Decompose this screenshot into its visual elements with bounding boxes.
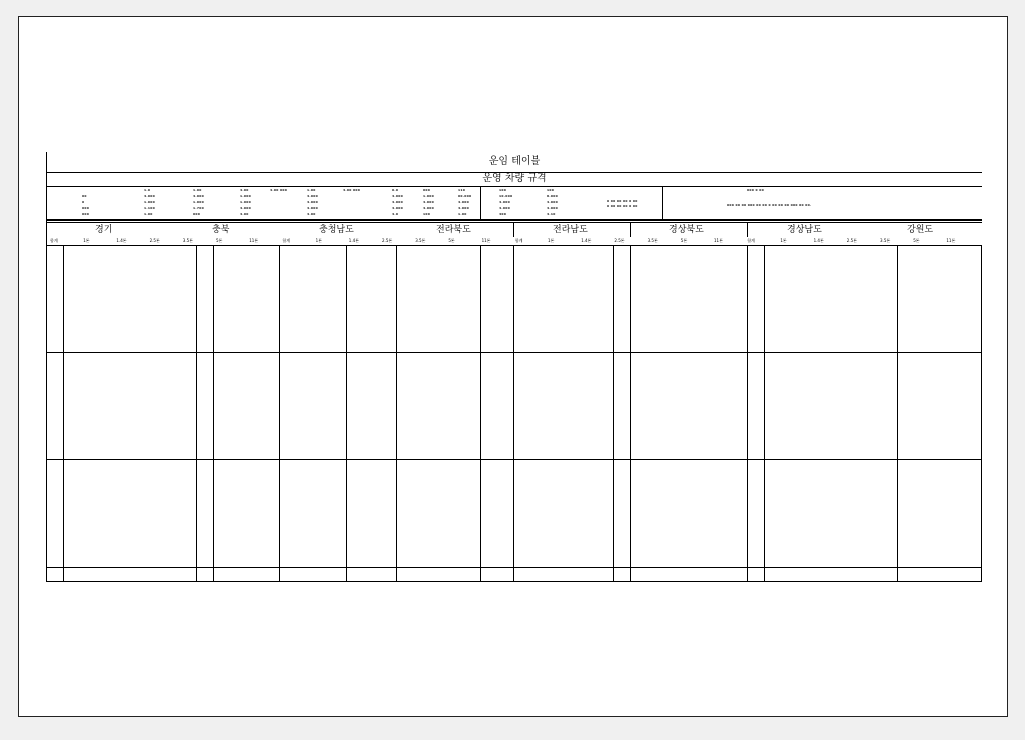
column-label: 11톤 [714,238,723,243]
grid-column-line [513,245,514,581]
spec-cell: 4.000 [458,200,469,204]
spec-cell: 0 [82,200,85,204]
spec-cell: 4.000 [547,200,558,204]
spec-cell: 4.000 [458,206,469,210]
region-name: 강원도 [907,225,934,235]
spec-cell: 4.000 [307,200,318,204]
spec-cell: 000 [193,212,201,216]
grid-column-line [279,245,280,581]
grid-column-line [196,245,197,581]
spec-note: 0 00 00 00 0 00 [607,199,638,203]
grid-column-line [346,245,347,581]
column-label: 2.5톤 [846,238,858,243]
grid-row-line [47,352,982,353]
spec-cell: 4.000 [193,194,204,198]
grid-column-line [981,245,982,581]
spec-cell: 4.000 [392,206,403,210]
spec-cell: 4.000 [392,194,403,198]
column-label: 5톤 [448,238,455,243]
spec-cell: 000 [423,188,431,192]
spec-cell: 100 [423,212,431,216]
table-title: 운임 테이블 [47,152,982,173]
column-label: 합계 [514,238,523,243]
spec-cell: 10.000 [499,194,513,198]
spec-cell: 4.000 [499,200,510,204]
spec-cell: 1.00 [193,188,202,192]
grid-column-line [764,245,765,581]
spec-cell: 1.000 [240,194,251,198]
column-label: 3.5톤 [415,238,426,243]
column-label: 2.5톤 [382,238,393,243]
region-header-row [47,223,982,237]
column-label: 5톤 [680,238,688,243]
spec-cell: 4.00 [307,212,316,216]
spec-cell: 00 [82,194,87,198]
column-label: 2.5톤 [614,238,625,243]
region-separator [630,223,631,237]
column-label: 1.4톤 [348,238,360,243]
spec-cell: 4.0 [392,212,399,216]
spec-cell: 4.00 000 [343,188,361,192]
region-name: 경상북도 [669,225,704,235]
region-name: 경상남도 [787,225,822,235]
spec-cell: 1.000 [144,200,155,204]
grid-column-line [213,245,214,581]
table-grid [47,245,982,582]
grid-column-line [747,245,748,581]
region-separator [747,223,748,237]
spec-cell: 1.000 [240,200,251,204]
spec-cell: 000 [82,212,90,216]
spec-cell: 0.0 [392,188,399,192]
spec-cell: 4.000 [392,200,403,204]
column-label: 11톤 [249,238,259,243]
column-label: 1톤 [83,238,90,243]
region-name: 전라남도 [553,225,588,235]
column-label: 1톤 [548,238,555,243]
column-label: 합계 [747,238,755,243]
region-name: 충청남도 [319,225,354,235]
spec-cell: 1.100 [144,206,155,210]
rate-table-sheet [46,152,982,582]
document-page [18,16,1008,717]
grid-column-line [63,245,64,581]
spec-block [47,187,982,220]
spec-cell: 1.700 [193,206,204,210]
spec-cell: 4.000 [307,194,318,198]
spec-cell: 4.00 [240,212,249,216]
grid-column-line [897,245,898,581]
spec-cell: 8.000 [547,194,558,198]
spec-cell: 4.00 [240,188,249,192]
column-label: 3.5톤 [647,238,658,243]
spec-cell: 100 [499,188,507,192]
spec-cell: 400 [499,212,507,216]
region-name: 충북 [212,225,230,235]
spec-cell: 100 [547,188,555,192]
grid-column-line [480,245,481,581]
spec-cell: 1.00 [144,212,153,216]
divider-line [47,220,982,221]
column-label: 1.4톤 [581,238,592,243]
column-label: 5톤 [913,238,920,243]
grid-column-line [630,245,631,581]
spec-note: 0 00 00 00 0 00 [607,204,638,208]
column-label: 1톤 [315,238,323,243]
column-label: 1.4톤 [116,238,127,243]
grid-row-line [47,567,982,568]
grid-row-line [47,581,982,582]
column-label: 3.5톤 [182,238,194,243]
region-name: 경기 [95,225,113,235]
spec-cell: 4.00 000 [270,188,288,192]
spec-cell: 4.10 [547,212,556,216]
column-label: 11톤 [946,238,956,243]
spec-cell: 00.000 [458,194,472,198]
table-subtitle: 운영 차량 규격 [47,172,982,187]
column-label: 합계 [282,238,291,243]
spec-cell: 110 [458,188,466,192]
spec-cell: 1.000 [193,200,204,204]
spec-divider [662,187,663,219]
spec-divider [480,187,481,219]
spec-cell: 4.000 [499,206,510,210]
spec-cell: 4.000 [144,194,155,198]
column-label: 5톤 [216,238,223,243]
column-label: 3.5톤 [880,238,891,243]
column-label: 11톤 [481,238,491,243]
column-label: 1톤 [780,238,787,243]
spec-cell: 4.000 [547,206,558,210]
column-label: 합계 [50,238,58,243]
spec-cell: 4.000 [240,206,251,210]
spec-note-body: 000 00 00 000 00 00 0 00 00 00 000 00 00. [727,203,812,207]
spec-note-heading: 000 0 00 [747,188,765,192]
column-label: 2.5톤 [149,238,160,243]
grid-row-line [47,459,982,460]
spec-cell: 1.000 [423,194,434,198]
spec-cell: 1.00 [458,212,467,216]
region-separator [513,223,514,237]
spec-cell: 1.00 [307,188,316,192]
spec-cell: 4.000 [423,200,434,204]
spec-cell: 4.000 [307,206,318,210]
spec-cell: 1.0 [144,188,151,192]
grid-column-line [396,245,397,581]
spec-cell: 4.000 [423,206,434,210]
region-name: 전라북도 [436,225,471,235]
grid-column-line [613,245,614,581]
column-label: 1.4톤 [813,238,824,243]
spec-cell: 000 [82,206,90,210]
